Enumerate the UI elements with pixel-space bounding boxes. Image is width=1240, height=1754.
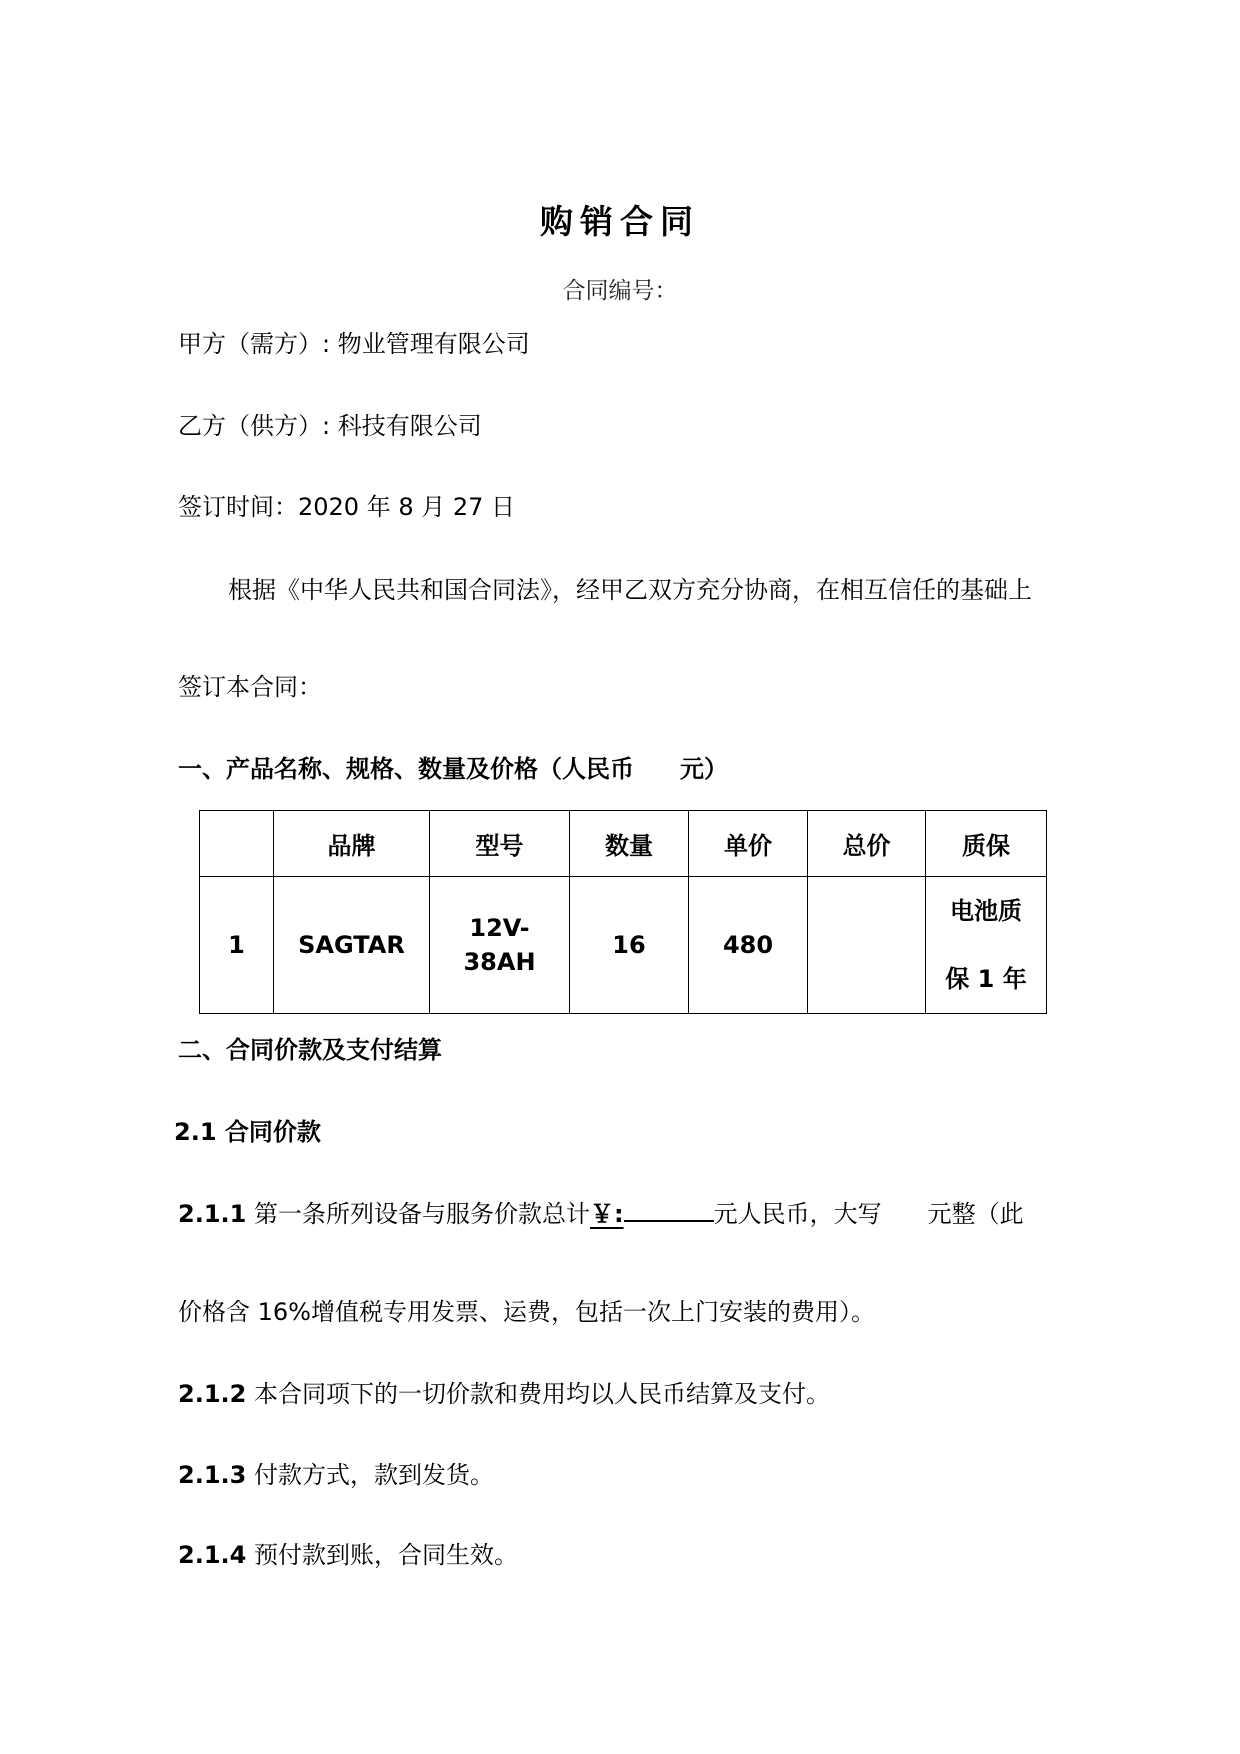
clause-2-1-4-text: 预付款到账，合同生效。 xyxy=(253,1541,518,1569)
table-header-cell: 型号 xyxy=(430,811,570,877)
model-line-2: 38AH xyxy=(463,948,536,976)
table-header-cell: 单价 xyxy=(689,811,808,877)
clause-2-1-1 xyxy=(178,1194,1024,1229)
section-2-heading: 二、合同价款及支付结算 xyxy=(178,1036,442,1064)
sign-time: 签订时间：2020 年 8 月 27 日 xyxy=(178,493,516,521)
section-1-heading-text: 一、产品名称、规格、数量及价格（人民币 xyxy=(178,755,634,783)
table-row xyxy=(200,877,1047,1014)
section-1-heading xyxy=(178,749,728,784)
warranty-line-1: 电池质 xyxy=(950,897,1022,925)
intro-paragraph-line2: 签订本合同： xyxy=(178,673,322,701)
table-header-cell xyxy=(200,811,274,877)
warranty-line-2: 保 1 年 xyxy=(945,965,1027,993)
row-number: 1 xyxy=(200,877,274,1014)
clause-2-1-3-number: 2.1.3 xyxy=(178,1461,247,1489)
warranty-cell xyxy=(926,877,1047,1014)
clause-2-1-3 xyxy=(178,1455,494,1490)
quantity-cell: 16 xyxy=(570,877,689,1014)
model-line-1: 12V- xyxy=(469,914,530,942)
party-a: 甲方（需方）: 物业管理有限公司 xyxy=(178,330,530,358)
table-header-row xyxy=(200,811,1047,877)
intro-paragraph-line1: 根据《中华人民共和国合同法》，经甲乙双方充分协商，在相互信任的基础上 xyxy=(228,576,1032,604)
table-header-cell: 数量 xyxy=(570,811,689,877)
clause-2-1-3-text: 付款方式，款到发货。 xyxy=(253,1461,494,1489)
clause-2-1-1-rest-a: 元人民币，大写 xyxy=(713,1200,882,1228)
clause-2-1-2-number: 2.1.2 xyxy=(178,1380,247,1408)
table-header-cell: 品牌 xyxy=(274,811,430,877)
section-1-heading-unit: 元） xyxy=(680,755,728,783)
amount-blank xyxy=(624,1198,714,1222)
total-price-cell xyxy=(808,877,926,1014)
currency-symbol: ￥: xyxy=(589,1200,624,1228)
clause-2-1-4-number: 2.1.4 xyxy=(178,1541,247,1569)
subsection-2-1-heading: 2.1 合同价款 xyxy=(174,1118,321,1146)
clause-2-1-1-line2: 价格含 16%增值税专用发票、运费，包括一次上门安装的费用）。 xyxy=(178,1298,875,1326)
unit-price-cell: 480 xyxy=(689,877,808,1014)
clause-2-1-1-rest-b: 元整（此 xyxy=(927,1200,1024,1228)
clause-2-1-4 xyxy=(178,1535,518,1570)
party-b: 乙方（供方）: 科技有限公司 xyxy=(178,412,482,440)
product-table xyxy=(199,810,1047,1014)
brand-cell: SAGTAR xyxy=(274,877,430,1014)
table-header-cell: 质保 xyxy=(926,811,1047,877)
clause-2-1-1-text: 第一条所列设备与服务价款总计 xyxy=(253,1200,590,1228)
clause-2-1-2 xyxy=(178,1374,830,1409)
clause-2-1-2-text: 本合同项下的一切价款和费用均以人民币结算及支付。 xyxy=(253,1380,830,1408)
table-header-cell: 总价 xyxy=(808,811,926,877)
model-cell xyxy=(430,877,570,1014)
contract-title: 购销合同 xyxy=(540,202,700,241)
contract-number-label: 合同编号： xyxy=(562,278,678,304)
clause-2-1-1-number: 2.1.1 xyxy=(178,1200,247,1228)
